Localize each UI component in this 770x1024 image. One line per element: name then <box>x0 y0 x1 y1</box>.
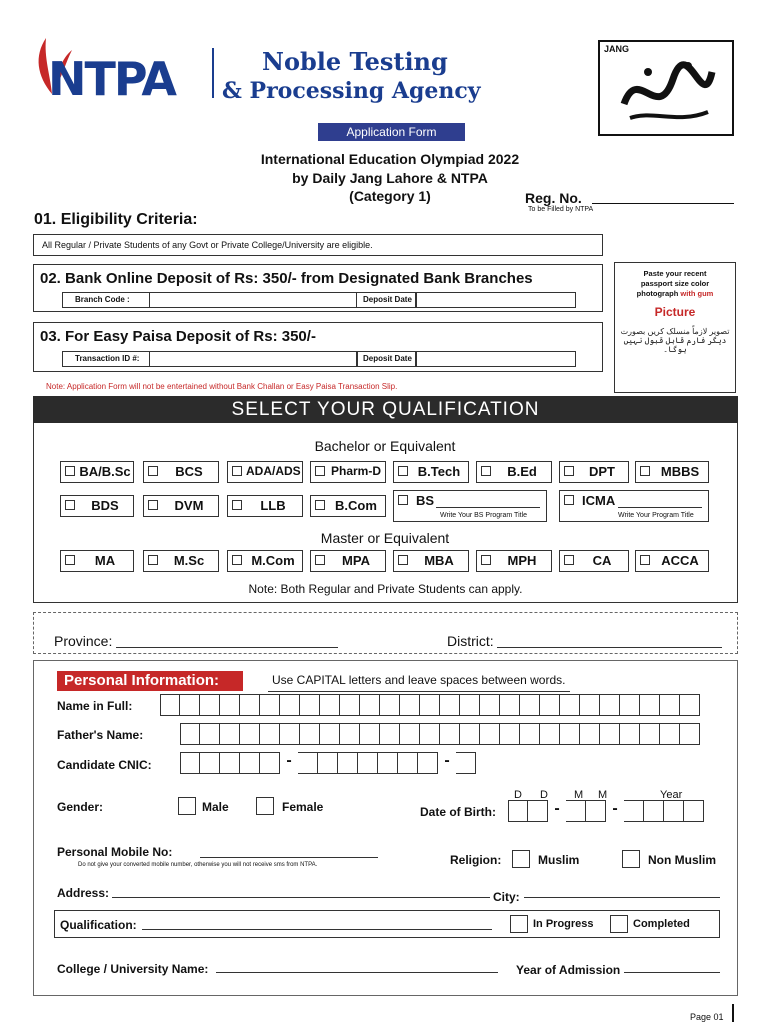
field-divider <box>149 293 150 307</box>
qual-option[interactable] <box>227 461 303 483</box>
cnic-dash: - <box>286 752 292 769</box>
qual-option[interactable] <box>635 461 709 483</box>
father-name-label: Father's Name: <box>57 728 144 742</box>
qual-option-label: M.Com <box>251 553 295 568</box>
qual-option-label: Pharm-D <box>330 464 381 478</box>
page-number: Page 01 <box>690 1012 724 1022</box>
qual-option-label: MPA <box>342 553 370 568</box>
qual-option-label: LLB <box>260 498 286 513</box>
dob-m-label: M <box>574 789 584 801</box>
qual-option[interactable] <box>310 461 386 483</box>
address-field[interactable] <box>112 897 490 898</box>
qual-option-label: B.Com <box>335 498 377 513</box>
reg-no-field[interactable] <box>592 203 734 204</box>
checkbox[interactable] <box>564 495 574 505</box>
dob-field[interactable] <box>508 800 704 822</box>
dob-label: Date of Birth: <box>420 805 496 819</box>
religion-label: Religion: <box>450 853 502 867</box>
checkbox[interactable] <box>315 466 325 476</box>
dob-m-label: M <box>598 789 608 801</box>
qualification-bar: SELECT YOUR QUALIFICATION <box>33 396 738 423</box>
checkbox[interactable] <box>65 500 75 510</box>
qualification-label: Qualification: <box>60 918 137 932</box>
photo-instruction-2: passport size color <box>640 279 710 288</box>
deposit-date-label: Deposit Date <box>363 354 412 363</box>
icma-option[interactable] <box>559 490 709 522</box>
application-form-label: Application Form <box>318 123 465 141</box>
bs-option[interactable] <box>393 490 547 522</box>
dob-dash: - <box>612 800 618 817</box>
religion-muslim-checkbox[interactable] <box>512 850 530 868</box>
eligibility-box <box>33 234 603 256</box>
qual-option[interactable] <box>143 495 219 517</box>
dob-d-label: D <box>514 789 522 801</box>
qual-option[interactable] <box>60 495 134 517</box>
jang-calligraphy-icon <box>618 54 718 130</box>
easypaisa-box <box>33 322 603 372</box>
deposit-date-label-box <box>356 351 416 367</box>
qual-option[interactable] <box>310 495 386 517</box>
in-progress-checkbox[interactable] <box>510 915 528 933</box>
cnic-dash: - <box>444 752 450 769</box>
payment-note: Note: Application Form will not be entertained without Bank Challan or Easy Paisa Transaction Slip. <box>46 382 398 391</box>
qual-option-label: B.Tech <box>417 464 461 479</box>
qual-option[interactable] <box>635 550 709 572</box>
bs-note: Write Your BS Program Title <box>440 512 528 519</box>
qual-option-label: BDS <box>91 498 119 513</box>
checkbox[interactable] <box>148 500 158 510</box>
qualification-note: Note: Both Regular and Private Students can apply. <box>248 582 523 596</box>
reg-no-label: Reg. No. <box>525 190 582 206</box>
bank-heading: 02. Bank Online Deposit of Rs: 350/- from Designated Bank Branches <box>40 270 533 287</box>
qual-option-label: CA <box>592 553 612 568</box>
title-line2: by Daily Jang Lahore & NTPA <box>292 170 488 186</box>
capital-letters-note: Use CAPITAL letters and leave spaces between words. <box>268 672 570 692</box>
admission-year-field[interactable] <box>624 972 720 973</box>
mobile-label: Personal Mobile No: <box>57 845 173 859</box>
ntpa-logo: NTPA <box>48 52 175 106</box>
master-title: Master or Equivalent <box>320 530 450 546</box>
branch-code-label: Branch Code : <box>75 295 130 304</box>
personal-info-heading: Personal Information: <box>57 671 243 691</box>
cnic-field[interactable] <box>180 752 476 774</box>
checkbox[interactable] <box>398 466 408 476</box>
qual-option[interactable] <box>143 461 219 483</box>
checkbox[interactable] <box>481 466 491 476</box>
bachelor-title: Bachelor or Equivalent <box>314 438 456 454</box>
picture-label: Picture <box>654 305 696 319</box>
checkbox[interactable] <box>564 555 574 565</box>
qual-option[interactable] <box>559 461 629 483</box>
mobile-note: Do not give your converted mobile number, otherwise you will not receive sms from NTPA. <box>78 862 318 868</box>
address-label: Address: <box>57 886 110 900</box>
qual-option[interactable] <box>227 550 303 572</box>
qual-option[interactable] <box>393 461 469 483</box>
father-name-field[interactable] <box>180 723 700 745</box>
checkbox[interactable] <box>398 555 408 565</box>
female-label: Female <box>282 800 324 814</box>
location-box <box>33 612 738 654</box>
in-progress-label: In Progress <box>533 918 594 930</box>
qual-option-label: BA/B.Sc <box>79 464 131 479</box>
qual-option-label: ACCA <box>661 553 699 568</box>
icma-note: Write Your Program Title <box>618 512 694 519</box>
checkbox[interactable] <box>564 466 574 476</box>
district-field[interactable] <box>497 647 722 648</box>
checkbox[interactable] <box>315 500 325 510</box>
cnic-label: Candidate CNIC: <box>57 758 152 772</box>
college-label: College / University Name: <box>57 962 209 976</box>
district-label: District: <box>447 633 494 649</box>
college-field[interactable] <box>216 972 498 973</box>
completed-label: Completed <box>633 918 690 930</box>
qual-option-label: B.Ed <box>507 464 537 479</box>
eligibility-heading: 01. Eligibility Criteria: <box>34 211 198 228</box>
bank-deposit-date-field[interactable] <box>416 292 576 308</box>
reg-no-note: To be Filled by NTPA <box>528 206 594 213</box>
qual-option[interactable] <box>476 550 552 572</box>
field-divider <box>149 352 150 366</box>
checkbox[interactable] <box>232 555 242 565</box>
branch-code-field[interactable] <box>62 292 384 308</box>
eligibility-text: All Regular / Private Students of any Govt or Private College/University are eligible. <box>42 240 373 250</box>
photo-urdu-note-1: تصویر لازماً منسلک کریں بصورت <box>620 327 730 336</box>
name-field[interactable] <box>160 694 700 716</box>
checkbox[interactable] <box>65 466 75 476</box>
qual-option[interactable] <box>60 461 134 483</box>
checkbox[interactable] <box>148 466 158 476</box>
logo-divider <box>212 48 214 98</box>
photo-instruction-1: Paste your recent <box>643 269 707 278</box>
qual-option-label: MBA <box>424 553 454 568</box>
qual-option[interactable] <box>476 461 552 483</box>
bs-program-field[interactable] <box>436 507 540 508</box>
page-marker <box>732 1004 734 1022</box>
dob-d-label: D <box>540 789 548 801</box>
photo-box[interactable] <box>614 262 736 393</box>
gender-label: Gender: <box>57 800 104 814</box>
qual-option-label: ADA/ADS <box>246 464 301 478</box>
checkbox[interactable] <box>315 555 325 565</box>
qual-option[interactable] <box>143 550 219 572</box>
qual-option[interactable] <box>559 550 629 572</box>
checkbox[interactable] <box>640 555 650 565</box>
deposit-date-label-box <box>356 292 416 308</box>
bank-deposit-box <box>33 264 603 312</box>
checkbox[interactable] <box>640 466 650 476</box>
qualification-field[interactable] <box>142 929 492 930</box>
easypaisa-deposit-date-field[interactable] <box>416 351 576 367</box>
qual-option[interactable] <box>60 550 134 572</box>
name-label: Name in Full: <box>57 699 133 713</box>
qual-option-label: DPT <box>589 464 615 479</box>
gender-female-checkbox[interactable] <box>256 797 274 815</box>
deposit-date-label: Deposit Date <box>363 295 412 304</box>
qual-option[interactable] <box>227 495 303 517</box>
photo-instruction-3: photograph <box>636 289 679 298</box>
checkbox[interactable] <box>65 555 75 565</box>
dob-dash: - <box>554 800 560 817</box>
city-field[interactable] <box>524 897 720 898</box>
qual-option-label: BCS <box>175 464 203 479</box>
qual-option-label: MA <box>94 553 116 568</box>
qual-option[interactable] <box>393 550 469 572</box>
qual-option-label: DVM <box>174 498 204 513</box>
gender-male-checkbox[interactable] <box>178 797 196 815</box>
qual-option-label: M.Sc <box>173 553 205 568</box>
agency-name-line2: & Processing Agency <box>222 78 481 104</box>
checkbox[interactable] <box>232 500 242 510</box>
title-line3: (Category 1) <box>349 188 431 204</box>
religion-non-muslim-checkbox[interactable] <box>622 850 640 868</box>
qual-option-label: MBBS <box>660 464 700 479</box>
province-label: Province: <box>54 633 113 649</box>
transaction-id-label: Transaction ID #: <box>75 354 140 363</box>
checkbox[interactable] <box>148 555 158 565</box>
bs-label: BS <box>416 493 435 508</box>
checkbox[interactable] <box>481 555 491 565</box>
checkbox[interactable] <box>232 466 242 476</box>
city-label: City: <box>493 890 520 904</box>
qual-option[interactable] <box>310 550 386 572</box>
title-line1: International Education Olympiad 2022 <box>260 151 520 167</box>
transaction-id-field[interactable] <box>62 351 358 367</box>
province-field[interactable] <box>116 647 338 648</box>
qual-option-label: MPH <box>507 553 537 568</box>
non-muslim-label: Non Muslim <box>648 853 716 867</box>
icma-program-field[interactable] <box>618 507 702 508</box>
photo-urdu-note-2: دیگر فارم قابل قبول نہیں ہوگا۔ <box>623 336 727 354</box>
muslim-label: Muslim <box>538 853 580 867</box>
male-label: Male <box>202 800 229 814</box>
admission-year-label: Year of Admission <box>516 963 621 977</box>
photo-instruction-gum: with gum <box>680 289 714 298</box>
completed-checkbox[interactable] <box>610 915 628 933</box>
dob-year-label: Year <box>660 789 683 801</box>
agency-name-line1: Noble Testing <box>262 47 448 76</box>
mobile-field[interactable] <box>200 857 378 858</box>
jang-label: JANG <box>604 44 630 54</box>
easypaisa-heading: 03. For Easy Paisa Deposit of Rs: 350/- <box>40 328 316 345</box>
icma-label: ICMA <box>582 493 616 508</box>
daily-jang-logo <box>598 40 734 136</box>
checkbox[interactable] <box>398 495 408 505</box>
